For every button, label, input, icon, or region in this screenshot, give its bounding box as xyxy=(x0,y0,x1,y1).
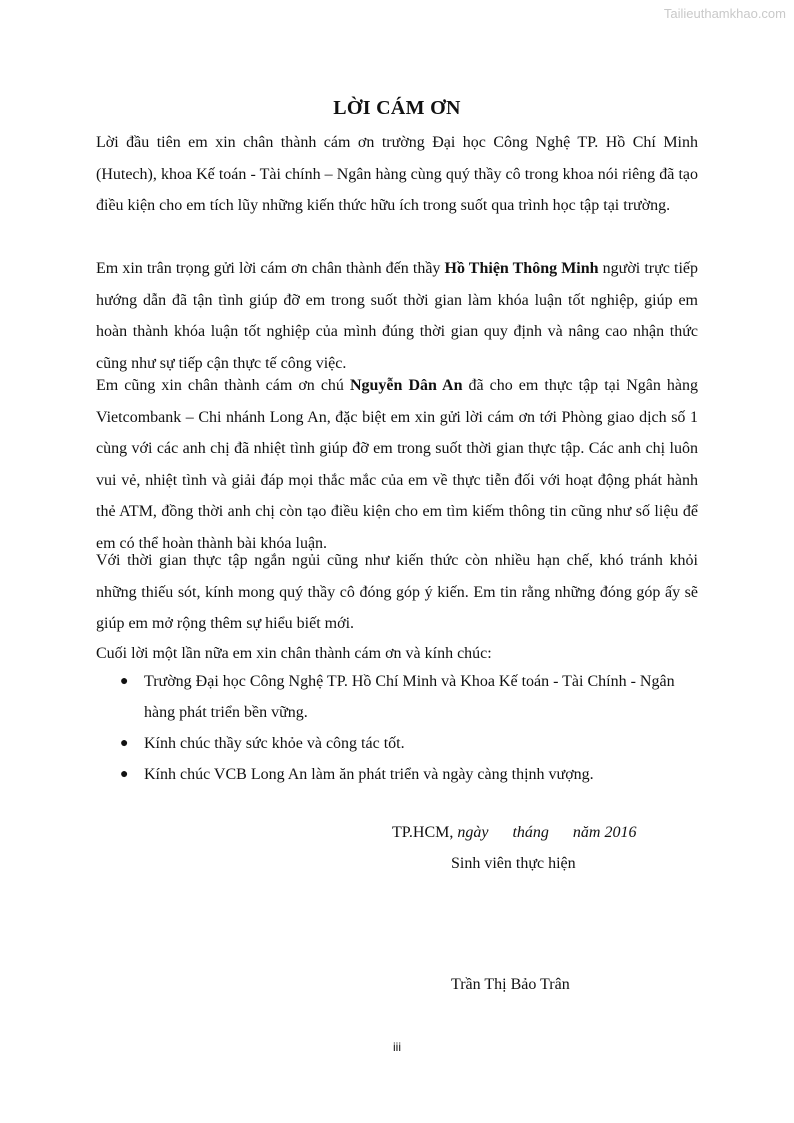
list-item-text: Trường Đại học Công Nghệ TP. Hồ Chí Minh và Khoa Kế toán - Tài Chính - Ngân hàng phát triển bền vững. xyxy=(144,673,675,721)
paragraph-advisor-text-2: người trực tiếp hướng dẫn đã tận tình giúp đỡ em trong suốt thời gian làm khóa luận tốt nghiệp, giúp em hoàn thành khóa luận tốt nghiệp của mình đúng thời gian quy định và nâng cao nhận thức cũng như sự tiếp cận thực tế công việc. xyxy=(96,260,698,372)
page-number: iii xyxy=(393,1040,401,1054)
advisor-name: Hồ Thiện Thông Minh xyxy=(444,260,599,277)
paragraph-advisor-text-1: Em xin trân trọng gửi lời cám ơn chân thành đến thầy xyxy=(96,260,445,277)
signature-role: Sinh viên thực hiện xyxy=(451,855,576,872)
paragraph-closing: Cuối lời một lần nữa em xin chân thành cám ơn và kính chúc: xyxy=(96,645,492,662)
list-item-text: Kính chúc VCB Long An làm ăn phát triển và ngày càng thịnh vượng. xyxy=(144,766,594,783)
list-item xyxy=(96,759,698,790)
wishes-list xyxy=(96,666,698,790)
signature-month: tháng xyxy=(512,824,549,841)
paragraph-intro: Lời đầu tiên em xin chân thành cám ơn trường Đại học Công Nghệ TP. Hồ Chí Minh (Hutech), khoa Kế toán - Tài chính – Ngân hàng cùng quý thầy cô trong khoa nói riêng đã tạo điều kiện cho em tích lũy những kiến thức hữu ích trong suốt qua trình học tập tại trường. xyxy=(96,134,698,214)
page-title: LỜI CÁM ƠN xyxy=(333,97,461,119)
paragraph-internship xyxy=(96,370,698,559)
bullet-icon: ● xyxy=(120,767,129,782)
signature-day: ngày xyxy=(457,824,489,841)
list-item xyxy=(96,666,698,728)
supervisor-name: Nguyễn Dân An xyxy=(349,377,463,394)
list-item xyxy=(96,728,698,759)
paragraph-limitations: Với thời gian thực tập ngắn ngủi cũng như kiến thức còn nhiều hạn chế, khó tránh khỏi những thiếu sót, kính mong quý thầy cô đóng góp ý kiến. Em tin rằng những đóng góp ấy sẽ giúp em mở rộng thêm sự hiểu biết mới. xyxy=(96,552,698,632)
paragraph-internship-text-1: Em cũng xin chân thành cám ơn chú xyxy=(96,377,350,394)
signature-year: năm 2016 xyxy=(572,824,637,841)
watermark: Tailieuthamkhao.com xyxy=(663,6,786,21)
paragraph-internship-text-2: đã cho em thực tập tại Ngân hàng Vietcombank – Chi nhánh Long An, đặc biệt em xin gửi lời cám ơn tới Phòng giao dịch số 1 cùng với các anh chị đã nhiệt tình giúp đỡ em trong suốt thời gian thực tập. Các anh chị luôn vui vẻ, nhiệt tình và giải đáp mọi thắc mắc của em về thực tiễn đối với hoạt động phát hành thẻ ATM, đồng thời anh chị còn tạo điều kiện cho em tìm kiếm thông tin cũng như số liệu để em có thể hoàn thành bài khóa luận. xyxy=(96,377,699,552)
bullet-icon: ● xyxy=(120,736,129,751)
signature-date-line xyxy=(392,824,636,842)
paragraph-advisor xyxy=(96,253,698,379)
signature-name: Trần Thị Bảo Trân xyxy=(451,976,570,993)
bullet-icon: ● xyxy=(120,674,129,689)
signature-place: TP.HCM, xyxy=(392,824,458,841)
list-item-text: Kính chúc thầy sức khỏe và công tác tốt. xyxy=(144,735,405,752)
